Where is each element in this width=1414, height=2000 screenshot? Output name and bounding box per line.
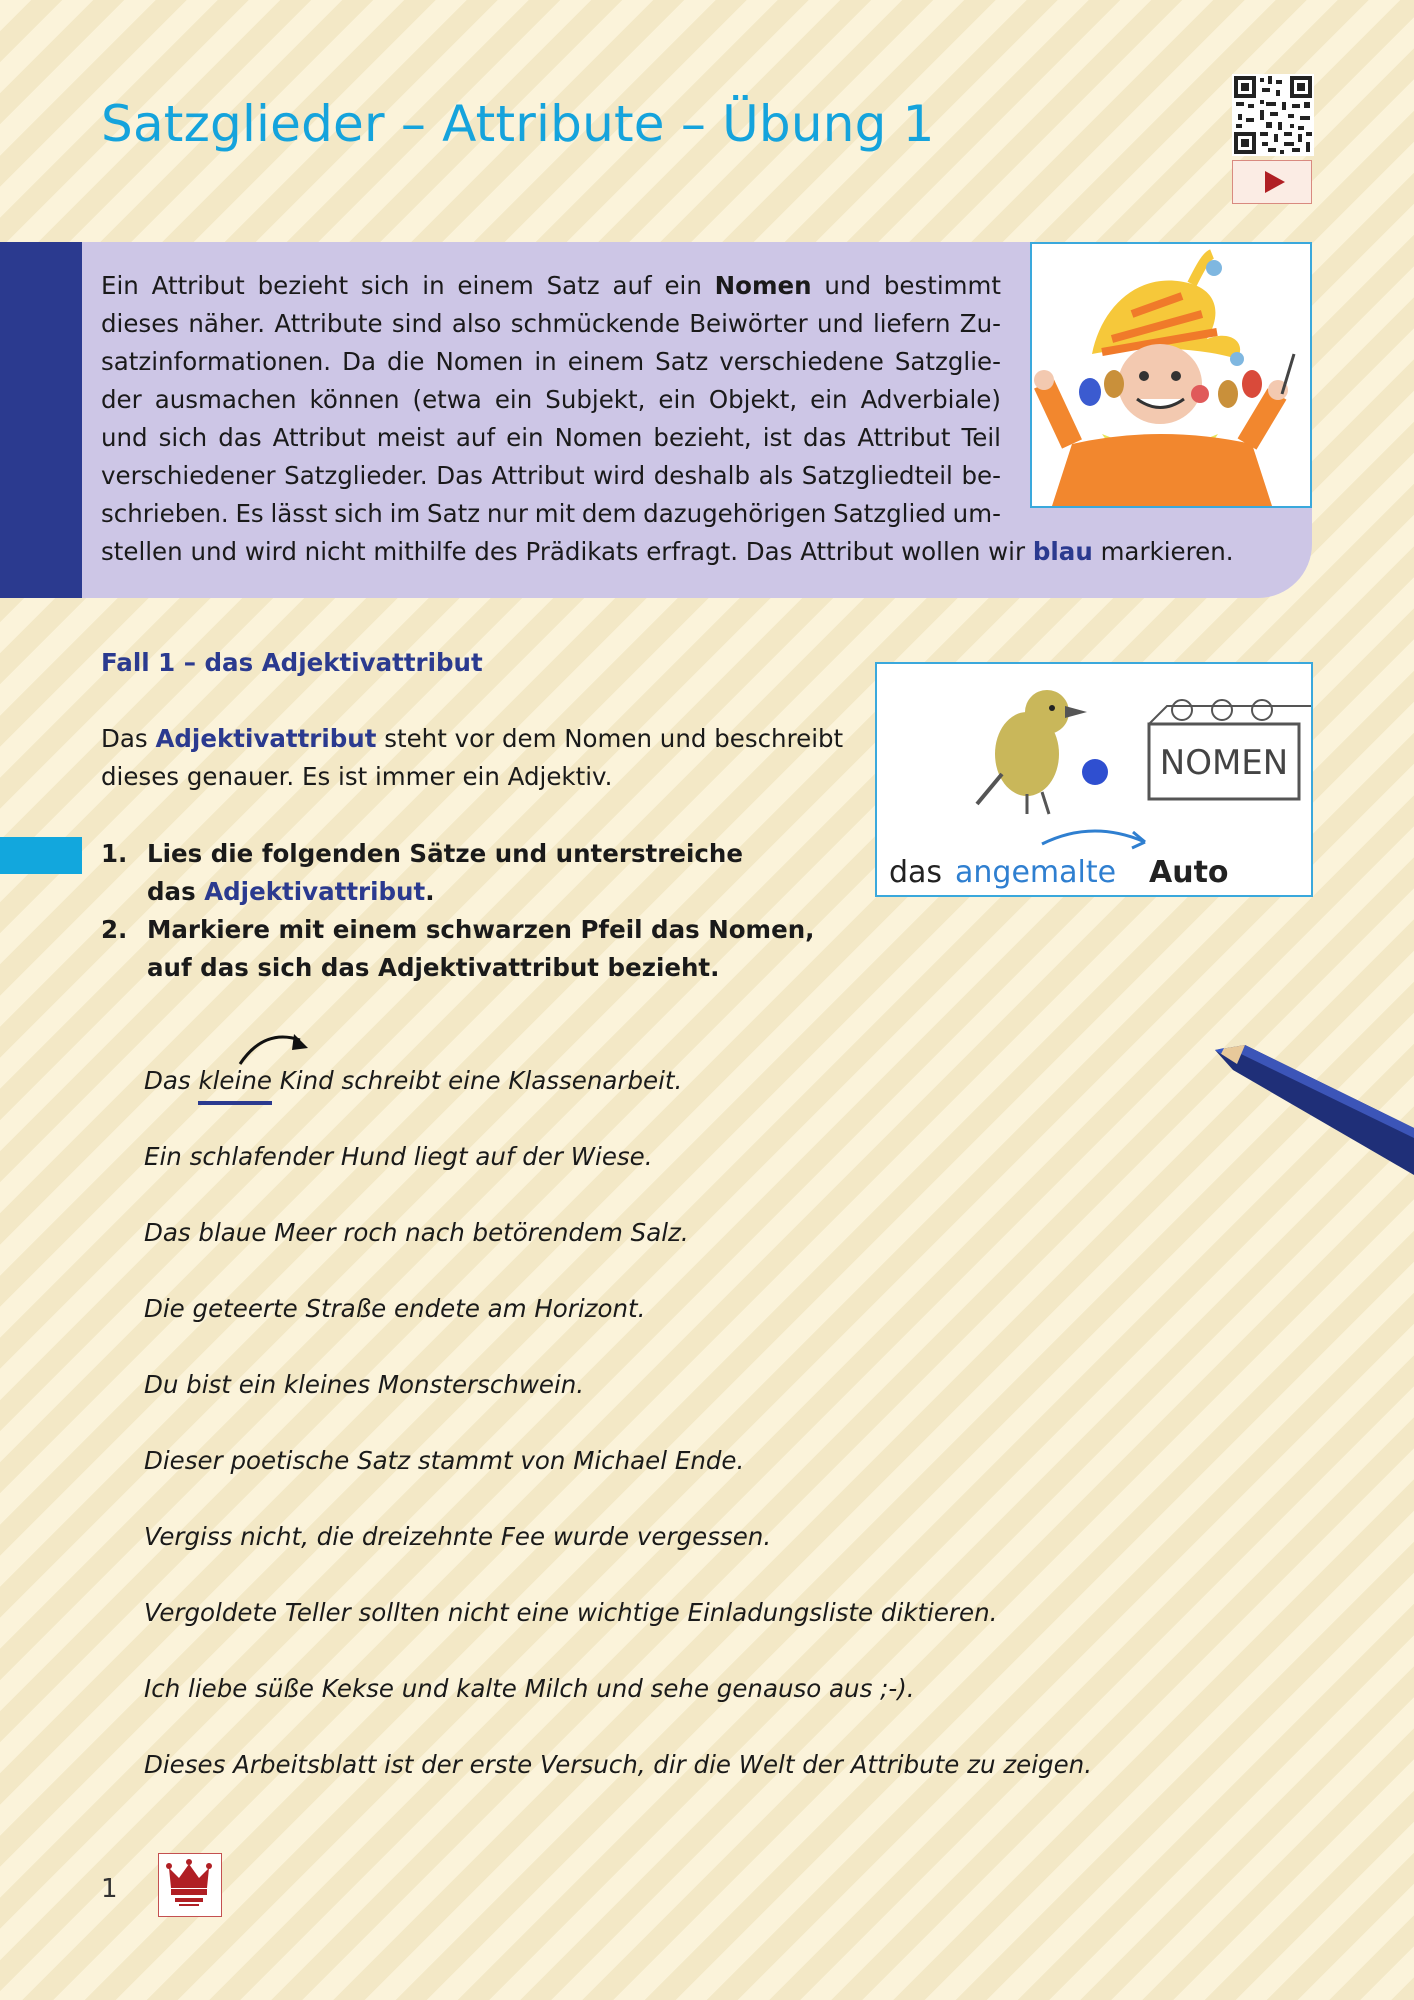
task-text-end: .	[425, 877, 435, 906]
intro-word: einem	[567, 347, 645, 376]
section-description-line-1	[101, 720, 843, 758]
intro-line	[101, 419, 1001, 457]
intro-word: und	[101, 423, 148, 452]
illustration-word-noun: Auto	[1149, 855, 1229, 890]
intro-word: Nomen	[435, 347, 524, 376]
intro-word: also	[451, 309, 502, 338]
example-attribute-text: kleine	[198, 1066, 272, 1095]
page-number: 1	[101, 1874, 118, 1904]
intro-word: das	[218, 423, 262, 452]
nomen-box-label: NOMEN	[1159, 743, 1289, 783]
intro-word: dieses	[101, 309, 180, 338]
pencil-icon	[1215, 1040, 1414, 1190]
exercise-sentence: Die geteerte Straße endete am Horizont.	[144, 1294, 646, 1323]
example-text-end: Kind schreibt eine Klassenarbeit.	[271, 1066, 683, 1095]
intro-word: ein	[506, 423, 544, 452]
jester-illustration	[1030, 242, 1312, 508]
intro-word: ein	[658, 385, 696, 414]
intro-word: näher.	[188, 309, 266, 338]
intro-word: bestimmt	[883, 271, 1001, 300]
intro-word: in	[534, 347, 557, 376]
intro-word: Ein	[101, 271, 139, 300]
intro-word: sich	[158, 423, 208, 452]
intro-word: das	[802, 423, 847, 452]
intro-line	[101, 457, 1001, 495]
intro-word: Satz	[655, 347, 709, 376]
intro-word: um-	[952, 499, 1001, 528]
task-text-line-2	[101, 873, 743, 911]
intro-word: im	[389, 499, 421, 528]
intro-word: Zu-	[959, 309, 1001, 338]
intro-word: ein	[664, 271, 702, 300]
intro-word: Beiwörter	[689, 309, 808, 338]
exercise-sentence: Dieser poetische Satz stammt von Michael Ende.	[144, 1446, 745, 1475]
intro-word: schrieben.	[101, 499, 229, 528]
task-text-line-2: auf das sich das Adjektivattribut bezieht.	[147, 953, 720, 982]
exercise-sentence: Das blaue Meer roch nach betörendem Salz.	[144, 1218, 689, 1247]
exercise-sentence: Ein schlafender Hund liegt auf der Wiese.	[144, 1142, 653, 1171]
intro-word: Attribute	[274, 309, 383, 338]
intro-word: Satzglieder.	[284, 461, 428, 490]
exercise-sentence: Dieses Arbeitsblatt ist der erste Versuch, dir die Welt der Attribute zu zeigen.	[144, 1750, 1092, 1779]
intro-word: ein	[810, 385, 848, 414]
intro-word: und	[817, 309, 864, 338]
intro-blue-word: blau	[1032, 537, 1093, 566]
intro-word: Attribut	[491, 461, 585, 490]
qr-code-icon[interactable]	[1232, 74, 1314, 156]
intro-word: Adverbiale)	[860, 385, 1001, 414]
task-text: Markiere mit einem schwarzen Pfeil das Nomen,	[147, 915, 815, 944]
task-highlight: Adjektivattribut	[204, 877, 426, 906]
intro-word: Nomen	[554, 423, 643, 452]
intro-word: die	[387, 347, 425, 376]
intro-word: nur	[486, 499, 529, 528]
intro-word: Satzglie-	[894, 347, 1001, 376]
intro-word: sich	[360, 271, 410, 300]
intro-line	[101, 495, 1001, 533]
exercise-sentence: Vergiss nicht, die dreizehnte Fee wurde vergessen.	[144, 1522, 772, 1551]
intro-word: mit	[534, 499, 576, 528]
intro-word: sind	[391, 309, 443, 338]
illustration-word-das: das	[889, 855, 943, 890]
intro-word: sich	[334, 499, 383, 528]
intro-word: schmückende	[510, 309, 680, 338]
intro-last-end: markieren.	[1092, 537, 1234, 566]
intro-word: deshalb	[653, 461, 751, 490]
intro-last-text: stellen und wird nicht mithilfe des Prädikats erfragt. Das Attribut wollen wir	[101, 537, 1033, 566]
intro-word: meist	[376, 423, 445, 452]
intro-word: Objekt,	[708, 385, 798, 414]
play-video-button[interactable]	[1232, 160, 1312, 204]
intro-line	[101, 343, 1001, 381]
intro-word: Satzgliedteil	[801, 461, 953, 490]
intro-word: verschiedene	[719, 347, 884, 376]
intro-word: wird	[593, 461, 646, 490]
intro-word: Es	[235, 499, 264, 528]
task-marker	[0, 837, 82, 874]
intro-word: in	[422, 271, 445, 300]
exercise-sentence: Du bist ein kleines Monsterschwein.	[144, 1370, 585, 1399]
intro-word: Satzglied	[833, 499, 946, 528]
example-text: Das	[144, 1066, 199, 1095]
intro-word: Teil	[961, 423, 1001, 452]
intro-word: als	[758, 461, 794, 490]
intro-word: ausmachen	[154, 385, 297, 414]
intro-word: dazugehörigen	[643, 499, 827, 528]
intro-word: lässt	[270, 499, 328, 528]
desc-text-end: steht vor dem Nomen und beschreibt	[376, 724, 844, 753]
intro-word: auf	[612, 271, 652, 300]
intro-word: liefern	[872, 309, 951, 338]
task-number: 2.	[101, 915, 128, 944]
desc-highlight: Adjektivattribut	[155, 724, 377, 753]
arrow-icon	[236, 1026, 316, 1068]
task-2	[101, 911, 814, 987]
page-title: Satzglieder – Attribute – Übung 1	[101, 95, 935, 153]
intro-word: bezieht,	[653, 423, 752, 452]
intro-word: Attribut	[151, 271, 245, 300]
intro-line	[101, 267, 1001, 305]
intro-word: einem	[457, 271, 534, 300]
intro-word: Satz	[427, 499, 481, 528]
task-text: Lies die folgenden Sätze und unterstreiche	[147, 839, 743, 868]
intro-word: ist	[762, 423, 792, 452]
intro-word: be-	[961, 461, 1001, 490]
intro-word: bezieht	[257, 271, 349, 300]
intro-line	[101, 305, 1001, 343]
intro-word: der	[101, 385, 142, 414]
intro-word: ein	[494, 385, 533, 414]
task-text-part: das	[147, 877, 205, 906]
section-heading: Fall 1 – das Adjektivattribut	[101, 648, 483, 677]
intro-word: Das	[436, 461, 483, 490]
section-description-line-2: dieses genauer. Es ist immer ein Adjektiv.	[101, 762, 613, 791]
intro-word: verschiedener	[101, 461, 276, 490]
intro-word: Attribut	[857, 423, 951, 452]
exercise-sentence: Ich liebe süße Kekse und kalte Milch und sehe genauso aus ;-).	[144, 1674, 915, 1703]
exercise-sentence: Vergoldete Teller sollten nicht eine wichtige Einladungsliste diktieren.	[144, 1598, 998, 1627]
adjective-attribute-illustration	[875, 662, 1313, 897]
intro-word: Nomen	[714, 271, 812, 300]
intro-word: (etwa	[412, 385, 482, 414]
intro-word: dem	[581, 499, 637, 528]
crown-logo-icon	[158, 1853, 222, 1917]
intro-accent-stripe	[0, 242, 82, 598]
intro-word: Satz	[546, 271, 600, 300]
desc-text: Das	[101, 724, 156, 753]
intro-word: können	[309, 385, 400, 414]
intro-word: Da	[342, 347, 376, 376]
play-icon	[1265, 171, 1285, 193]
intro-word: Subjekt,	[545, 385, 646, 414]
illustration-word-attribute: angemalte	[955, 855, 1117, 890]
task-number: 1.	[101, 839, 128, 868]
intro-word: und	[824, 271, 872, 300]
intro-word: satzinformationen.	[101, 347, 332, 376]
intro-line	[101, 381, 1001, 419]
example-attribute	[198, 1066, 271, 1105]
intro-last-line	[101, 533, 1234, 571]
example-sentence	[144, 1066, 682, 1105]
task-1	[101, 835, 743, 911]
intro-word: Attribut	[272, 423, 366, 452]
intro-word: auf	[455, 423, 496, 452]
